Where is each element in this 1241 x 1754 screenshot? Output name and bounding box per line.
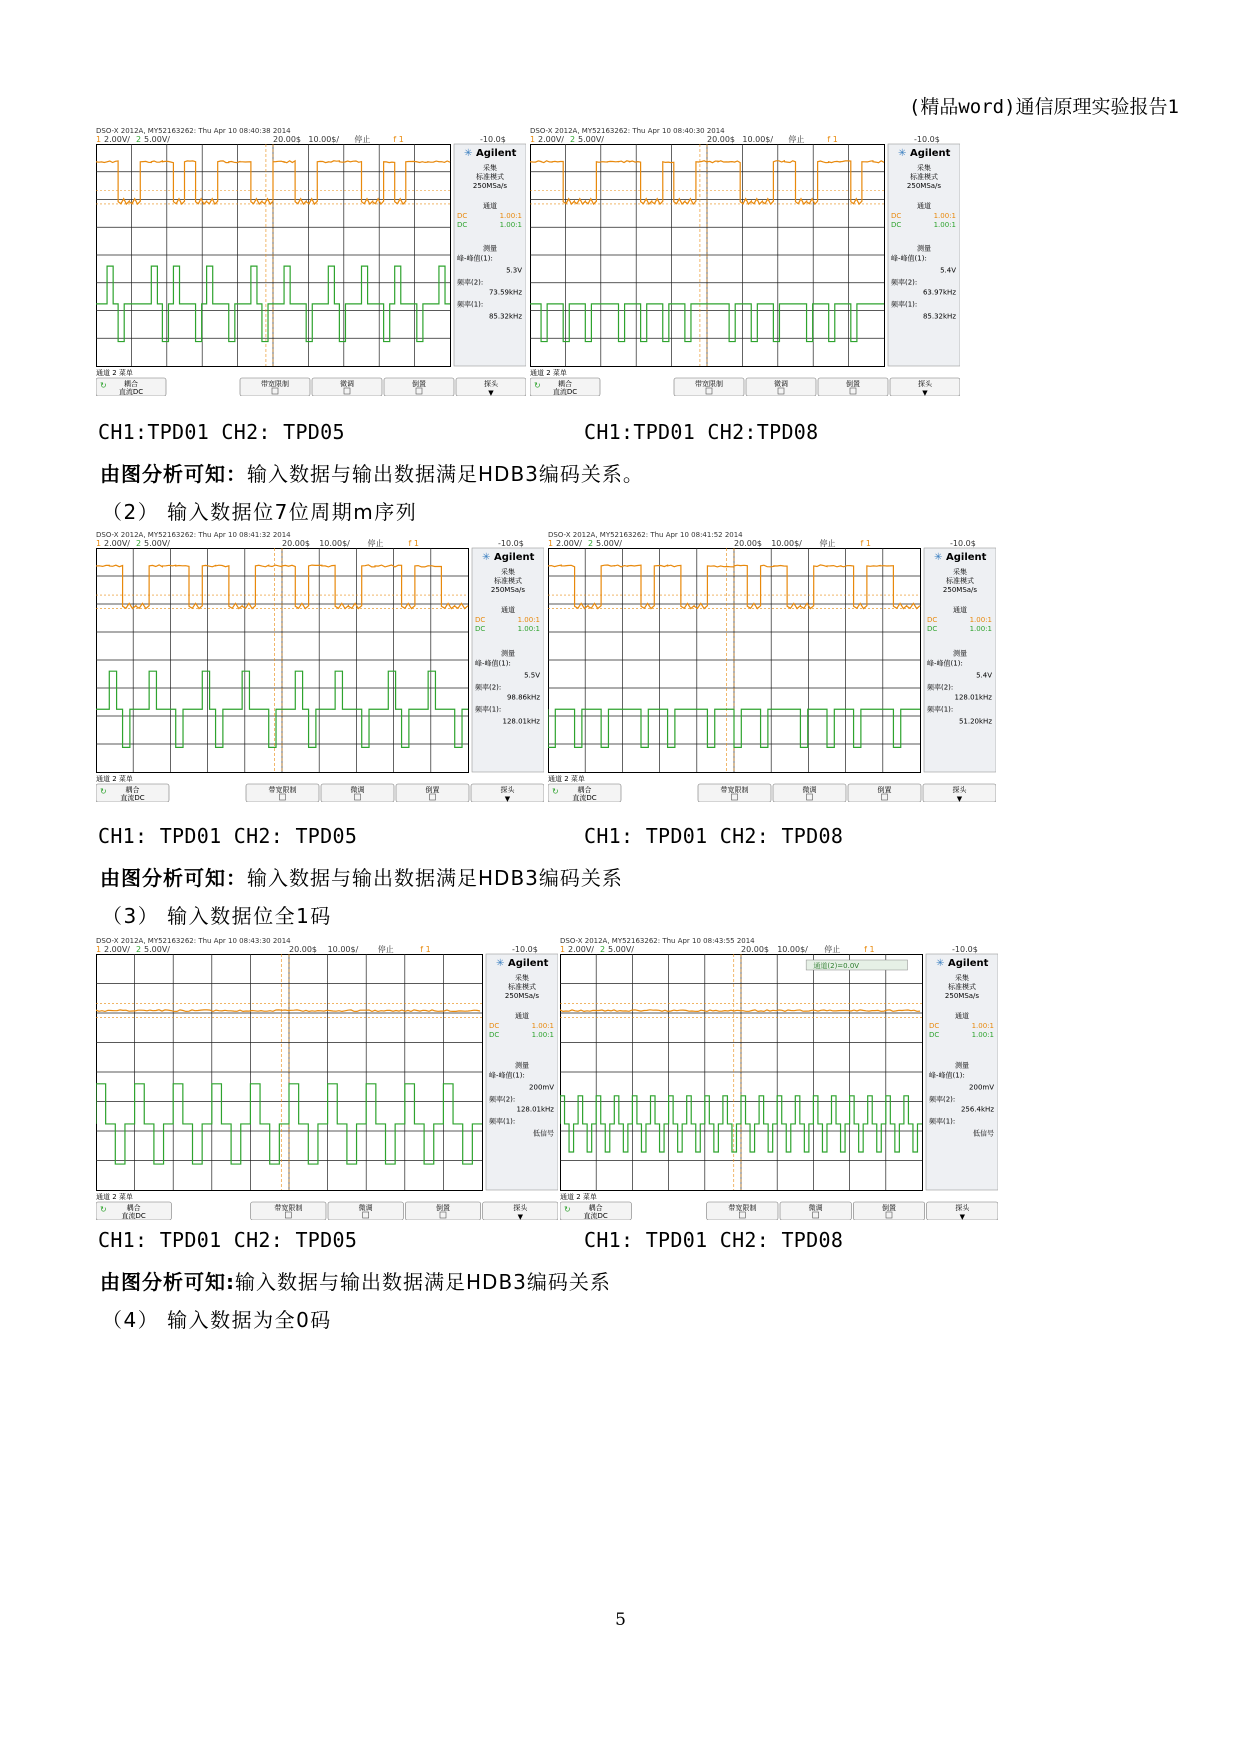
ch2-scale: 5.00V/ — [144, 135, 170, 144]
ch2-scale: 5.00V/ — [608, 945, 634, 954]
channels-header: 通道 — [501, 606, 515, 614]
section-4-title: （4） 输入数据为全0码 — [102, 1308, 332, 1332]
channels-header: 通道 — [917, 202, 931, 210]
brand-label: Agilent — [508, 958, 549, 969]
sample-rate: 250MSa/s — [490, 586, 526, 594]
meas3-label: 频率(1): — [927, 705, 954, 714]
soft-key-label: 微调 — [802, 786, 817, 794]
section-2-title: （2） 输入数据位7位周期m序列 — [102, 500, 418, 524]
ch1-coupling: DC — [927, 616, 938, 624]
measure-header: 测量 — [917, 244, 931, 253]
agilent-logo-icon: ✳ — [936, 958, 945, 969]
trigger-source: f 1 — [408, 539, 419, 548]
meas1-value: 200mV — [529, 1083, 554, 1092]
note-text: 通道(2)=0.0V — [813, 962, 860, 970]
meas3-label: 频率(1): — [489, 1117, 516, 1126]
time-offset: 20.00$ — [273, 135, 301, 144]
acquire-mode: 标准模式 — [946, 577, 974, 585]
meas1-label: 峰-峰值(1): — [475, 659, 511, 668]
conclusion-text: 输入数据与输出数据满足HDB3编码关系 — [247, 866, 623, 890]
meas3-label: 频率(1): — [929, 1117, 956, 1126]
soft-key-label: 带宽限制 — [720, 786, 749, 794]
ch1-marker: 1 — [96, 135, 102, 144]
channel-menu-label: 通道 2 菜单 — [96, 775, 133, 783]
ch2-marker: 2 — [588, 539, 594, 548]
meas2-label: 频率(2): — [489, 1095, 516, 1104]
brand-label: Agilent — [476, 148, 517, 159]
channel-menu-label: 通道 2 菜单 — [96, 369, 133, 377]
ch1-probe-ratio: 1.00:1 — [933, 212, 956, 220]
conclusion-1 — [100, 458, 644, 487]
acquire-header: 采集 — [483, 164, 497, 172]
caption-3b: CH1: TPD01 CH2: TPD08 — [584, 1228, 844, 1252]
soft-key-value: 直流DC — [120, 794, 145, 802]
scope-screenshot-6 — [560, 936, 998, 1220]
soft-key-label: 探头 — [955, 1204, 970, 1212]
sample-rate: 250MSa/s — [944, 992, 980, 1000]
conclusion-label: 由图分析可知： — [100, 462, 247, 486]
ch2-coupling: DC — [457, 221, 468, 229]
caption-1a: CH1:TPD01 CH2: TPD05 — [98, 420, 345, 444]
soft-key-label: 微调 — [350, 786, 365, 794]
time-offset: 20.00$ — [734, 539, 762, 548]
ch1-marker: 1 — [560, 945, 566, 954]
ch1-scale: 2.00V/ — [568, 945, 594, 954]
conclusion-2 — [100, 862, 623, 891]
meas1-value: 5.4V — [976, 671, 992, 680]
down-arrow-icon: ▼ — [959, 1213, 966, 1220]
meas3-value: 85.32kHz — [922, 312, 956, 321]
time-scale: 10.00$/ — [319, 539, 350, 548]
graticule — [97, 549, 469, 773]
soft-key-value: 直流DC — [121, 1212, 146, 1220]
sample-rate: 250MSa/s — [906, 182, 942, 190]
soft-key-label: 带宽限制 — [695, 380, 723, 388]
section-3-title: （3） 输入数据位全1码 — [102, 904, 332, 928]
time-offset: 20.00$ — [707, 135, 735, 144]
ch1-probe-ratio: 1.00:1 — [971, 1022, 994, 1030]
ch2-marker: 2 — [570, 135, 576, 144]
meas2-value: 256.4kHz — [960, 1105, 994, 1114]
meas2-value: 128.01kHz — [516, 1105, 554, 1114]
soft-key-label: 倒置 — [436, 1204, 450, 1212]
scope-model-info: DSO-X 2012A, MY52163262: Thu Apr 10 08:41:32 2014 — [96, 531, 291, 539]
ch2-marker: 2 — [136, 135, 142, 144]
meas3-label: 频率(1): — [475, 705, 502, 714]
trigger-source: f 1 — [393, 135, 404, 144]
run-status: 停止 — [824, 945, 841, 954]
conclusion-label: 由图分析可知: — [100, 1270, 235, 1294]
scope-model-info: DSO-X 2012A, MY52163262: Thu Apr 10 08:43:55 2014 — [560, 937, 755, 945]
ch2-marker: 2 — [600, 945, 606, 954]
channels-header: 通道 — [483, 202, 497, 210]
channel-menu-label: 通道 2 菜单 — [530, 369, 567, 377]
scope-model-info: DSO-X 2012A, MY52163262: Thu Apr 10 08:41:52 2014 — [548, 531, 743, 539]
ch1-marker: 1 — [530, 135, 536, 144]
meas2-label: 频率(2): — [457, 278, 484, 287]
ch2-coupling: DC — [891, 221, 902, 229]
run-status: 停止 — [788, 135, 805, 144]
soft-key-label: 微调 — [774, 380, 788, 388]
acquire-mode: 标准模式 — [508, 983, 536, 991]
ch1-scale: 2.00V/ — [104, 135, 130, 144]
soft-key-value: 直流DC — [552, 388, 578, 396]
meas2-label: 频率(2): — [891, 278, 918, 287]
measure-header: 测量 — [501, 649, 515, 658]
ch1-coupling: DC — [489, 1022, 500, 1030]
soft-key-label: 耦合 — [558, 380, 572, 388]
agilent-logo-icon: ✳ — [898, 148, 907, 159]
rotate-icon: ↻ — [100, 787, 107, 796]
soft-key-label: 倒置 — [846, 380, 860, 388]
down-arrow-icon: ▼ — [488, 389, 494, 396]
down-arrow-icon: ▼ — [517, 1213, 524, 1220]
agilent-logo-icon: ✳ — [482, 552, 491, 563]
graticule — [531, 145, 885, 367]
conclusion-3 — [100, 1266, 611, 1295]
ch2-coupling: DC — [929, 1031, 940, 1039]
meas2-label: 频率(2): — [927, 683, 954, 692]
scope-screenshot-4 — [548, 530, 996, 802]
rotate-icon: ↻ — [564, 1205, 571, 1214]
ch2-probe-ratio: 1.00:1 — [969, 625, 992, 633]
soft-key-value: 直流DC — [572, 794, 597, 802]
ch1-marker: 1 — [96, 945, 102, 954]
meas1-label: 峰-峰值(1): — [457, 254, 493, 263]
ch2-scale: 5.00V/ — [144, 945, 170, 954]
soft-key-label: 探头 — [484, 380, 498, 388]
soft-key-label: 探头 — [513, 1204, 528, 1212]
scope-model-info: DSO-X 2012A, MY52163262: Thu Apr 10 08:43:30 2014 — [96, 937, 291, 945]
page-header: (精品word)通信原理实验报告1 — [908, 96, 1179, 118]
meas2-value: 73.59kHz — [488, 288, 522, 297]
measure-header: 测量 — [483, 244, 497, 253]
soft-key-label: 倒置 — [877, 786, 892, 794]
ch2-probe-ratio: 1.00:1 — [933, 221, 956, 229]
soft-key-label: 探头 — [952, 786, 967, 794]
scope-svg — [96, 126, 526, 396]
meas3-label: 频率(1): — [891, 300, 918, 309]
meas1-label: 峰-峰值(1): — [927, 659, 963, 668]
time-scale: 10.00$/ — [742, 135, 774, 144]
time-offset: 20.00$ — [741, 945, 769, 954]
channels-header: 通道 — [515, 1012, 529, 1020]
meas2-value: 128.01kHz — [954, 693, 992, 702]
meas2-label: 频率(2): — [475, 683, 502, 692]
trigger-level: -10.0$ — [498, 539, 524, 548]
soft-key-label: 带宽限制 — [268, 786, 297, 794]
ch1-probe-ratio: 1.00:1 — [969, 616, 992, 624]
scope-svg — [530, 126, 960, 396]
channel-menu-label: 通道 2 菜单 — [560, 1193, 597, 1201]
run-status: 停止 — [377, 945, 394, 954]
time-scale: 10.00$/ — [327, 945, 359, 954]
brand-label: Agilent — [948, 958, 989, 969]
scope-screenshot-1 — [96, 126, 526, 396]
soft-key-label: 耦合 — [125, 786, 140, 794]
scope-model-info: DSO-X 2012A, MY52163262: Thu Apr 10 08:40:38 2014 — [96, 127, 291, 135]
ch1-marker: 1 — [96, 539, 102, 548]
scope-svg — [96, 530, 544, 802]
ch1-scale: 2.00V/ — [104, 945, 130, 954]
time-offset: 20.00$ — [282, 539, 310, 548]
ch2-marker: 2 — [136, 945, 142, 954]
acquire-mode: 标准模式 — [910, 173, 938, 181]
ch2-probe-ratio: 1.00:1 — [517, 625, 540, 633]
measure-header: 测量 — [955, 1061, 969, 1070]
meas3-value: 低信号 — [973, 1129, 994, 1138]
soft-key-label: 耦合 — [124, 380, 138, 388]
brand-label: Agilent — [946, 552, 987, 563]
soft-key-value: 直流DC — [583, 1212, 608, 1220]
ch1-marker: 1 — [548, 539, 554, 548]
run-status: 停止 — [367, 539, 384, 548]
caption-3a: CH1: TPD01 CH2: TPD05 — [98, 1228, 358, 1252]
ch1-coupling: DC — [891, 212, 902, 220]
rotate-icon: ↻ — [552, 787, 559, 796]
channels-header: 通道 — [955, 1012, 969, 1020]
down-arrow-icon: ▼ — [922, 389, 928, 396]
trigger-level: -10.0$ — [512, 945, 538, 954]
conclusion-label: 由图分析可知： — [100, 866, 247, 890]
meas3-value: 128.01kHz — [502, 717, 540, 726]
meas2-value: 98.86kHz — [506, 693, 540, 702]
soft-key-label: 倒置 — [412, 380, 426, 388]
soft-key-label: 探头 — [918, 380, 932, 388]
soft-key-label: 倒置 — [425, 786, 440, 794]
ch1-coupling: DC — [475, 616, 486, 624]
ch1-scale: 2.00V/ — [538, 135, 564, 144]
soft-key-label: 倒置 — [882, 1204, 896, 1212]
sample-rate: 250MSa/s — [942, 586, 978, 594]
time-scale: 10.00$/ — [308, 135, 340, 144]
soft-key-label: 带宽限制 — [728, 1204, 757, 1212]
meas1-label: 峰-峰值(1): — [929, 1071, 965, 1080]
scope-svg — [96, 936, 558, 1220]
caption-2a: CH1: TPD01 CH2: TPD05 — [98, 824, 358, 848]
trigger-source: f 1 — [827, 135, 838, 144]
ch2-scale: 5.00V/ — [144, 539, 170, 548]
time-offset: 20.00$ — [289, 945, 317, 954]
acquire-header: 采集 — [515, 974, 529, 982]
graticule — [561, 955, 923, 1191]
ch2-probe-ratio: 1.00:1 — [499, 221, 522, 229]
run-status: 停止 — [354, 135, 371, 144]
ch2-probe-ratio: 1.00:1 — [531, 1031, 554, 1039]
ch2-marker: 2 — [136, 539, 142, 548]
measure-header: 测量 — [953, 649, 967, 658]
ch2-coupling: DC — [927, 625, 938, 633]
sample-rate: 250MSa/s — [504, 992, 540, 1000]
time-scale: 10.00$/ — [777, 945, 808, 954]
ch1-coupling: DC — [457, 212, 468, 220]
meas2-value: 63.97kHz — [922, 288, 956, 297]
meas2-label: 频率(2): — [929, 1095, 956, 1104]
down-arrow-icon: ▼ — [956, 795, 963, 802]
meas3-value: 85.32kHz — [488, 312, 522, 321]
caption-2b: CH1: TPD01 CH2: TPD08 — [584, 824, 844, 848]
acquire-mode: 标准模式 — [494, 577, 522, 585]
agilent-logo-icon: ✳ — [464, 148, 473, 159]
acquire-header: 采集 — [917, 164, 931, 172]
ch1-coupling: DC — [929, 1022, 940, 1030]
soft-key-label: 探头 — [500, 786, 515, 794]
meas3-value: 低信号 — [533, 1129, 554, 1138]
ch1-scale: 2.00V/ — [556, 539, 582, 548]
rotate-icon: ↻ — [100, 381, 107, 390]
soft-key-label: 耦合 — [577, 786, 592, 794]
meas1-value: 5.3V — [506, 266, 522, 275]
ch1-scale: 2.00V/ — [104, 539, 130, 548]
soft-key-label: 带宽限制 — [274, 1204, 303, 1212]
soft-key-label: 微调 — [340, 380, 354, 388]
scope-svg — [548, 530, 996, 802]
meas1-label: 峰-峰值(1): — [489, 1071, 525, 1080]
channel-menu-label: 通道 2 菜单 — [548, 775, 585, 783]
agilent-logo-icon: ✳ — [496, 958, 505, 969]
acquire-mode: 标准模式 — [948, 983, 976, 991]
acquire-header: 采集 — [953, 568, 967, 576]
trigger-level: -10.0$ — [952, 945, 978, 954]
sample-rate: 250MSa/s — [472, 182, 508, 190]
measure-header: 测量 — [515, 1061, 529, 1070]
trigger-source: f 1 — [420, 945, 431, 954]
brand-label: Agilent — [910, 148, 951, 159]
scope-screenshot-2 — [530, 126, 960, 396]
meas1-label: 峰-峰值(1): — [891, 254, 927, 263]
soft-key-label: 微调 — [358, 1204, 373, 1212]
ch2-probe-ratio: 1.00:1 — [971, 1031, 994, 1039]
trigger-level: -10.0$ — [914, 135, 940, 144]
run-status: 停止 — [819, 539, 836, 548]
rotate-icon: ↻ — [534, 381, 541, 390]
channel-menu-label: 通道 2 菜单 — [96, 1193, 133, 1201]
caption-1b: CH1:TPD01 CH2:TPD08 — [584, 420, 819, 444]
down-arrow-icon: ▼ — [504, 795, 511, 802]
meas3-value: 51.20kHz — [958, 717, 992, 726]
soft-key-label: 耦合 — [588, 1204, 603, 1212]
trigger-source: f 1 — [864, 945, 875, 954]
soft-key-label: 微调 — [808, 1204, 823, 1212]
conclusion-text: 输入数据与输出数据满足HDB3编码关系。 — [247, 462, 644, 486]
trigger-source: f 1 — [860, 539, 871, 548]
page-number: 5 — [615, 1610, 626, 1630]
meas1-value: 5.5V — [524, 671, 540, 680]
agilent-logo-icon: ✳ — [934, 552, 943, 563]
brand-label: Agilent — [494, 552, 535, 563]
scope-screenshot-5 — [96, 936, 558, 1220]
ch1-probe-ratio: 1.00:1 — [531, 1022, 554, 1030]
acquire-header: 采集 — [955, 974, 969, 982]
scope-model-info: DSO-X 2012A, MY52163262: Thu Apr 10 08:40:30 2014 — [530, 127, 725, 135]
soft-key-label: 耦合 — [126, 1204, 141, 1212]
trigger-level: -10.0$ — [480, 135, 506, 144]
meas1-value: 5.4V — [940, 266, 956, 275]
soft-key-label: 带宽限制 — [261, 380, 289, 388]
ch2-coupling: DC — [475, 625, 486, 633]
ch2-scale: 5.00V/ — [578, 135, 604, 144]
time-scale: 10.00$/ — [771, 539, 802, 548]
ch2-coupling: DC — [489, 1031, 500, 1039]
ch2-scale: 5.00V/ — [596, 539, 622, 548]
ch1-probe-ratio: 1.00:1 — [499, 212, 522, 220]
meas1-value: 200mV — [969, 1083, 994, 1092]
channels-header: 通道 — [953, 606, 967, 614]
acquire-header: 采集 — [501, 568, 515, 576]
scope-screenshot-3 — [96, 530, 544, 802]
soft-key-value: 直流DC — [118, 388, 144, 396]
meas3-label: 频率(1): — [457, 300, 484, 309]
scope-svg — [560, 936, 998, 1220]
acquire-mode: 标准模式 — [476, 173, 504, 181]
rotate-icon: ↻ — [100, 1205, 107, 1214]
conclusion-text: 输入数据与输出数据满足HDB3编码关系 — [235, 1270, 611, 1294]
trigger-level: -10.0$ — [950, 539, 976, 548]
ch1-probe-ratio: 1.00:1 — [517, 616, 540, 624]
